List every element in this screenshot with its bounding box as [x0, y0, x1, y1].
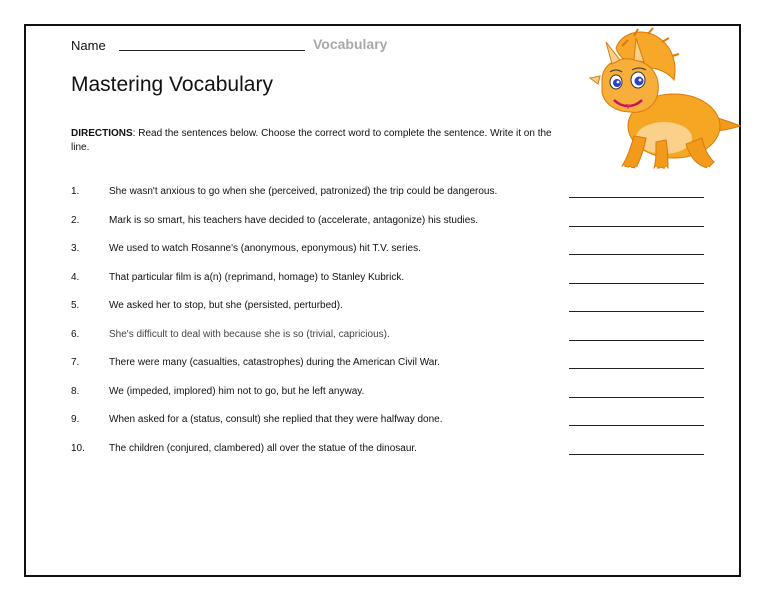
question-text: She's difficult to deal with because she is so (trivial, capricious). [109, 328, 390, 340]
name-blank-line [119, 50, 305, 51]
subject-label: Vocabulary [313, 36, 388, 52]
question-item [71, 241, 711, 270]
question-number: 1. [71, 186, 80, 197]
answer-line [569, 254, 704, 255]
question-number: 4. [71, 271, 80, 283]
answer-line [569, 425, 704, 426]
answer-line [569, 226, 704, 227]
question-number: 3. [71, 243, 80, 254]
question-item [71, 441, 711, 470]
question-text: She wasn't anxious to go when she (perceived, patronized) the trip could be dangerous. [109, 186, 498, 197]
directions-label: DIRECTIONS [71, 128, 133, 139]
answer-line [569, 283, 704, 284]
question-item [71, 327, 711, 356]
question-number: 7. [71, 357, 80, 368]
question-number: 8. [71, 385, 80, 397]
page-title: Mastering Vocabulary [71, 73, 273, 96]
question-text: When asked for a (status, consult) she replied that they were halfway done. [109, 414, 443, 425]
directions-text: : Read the sentences below. Choose the correct word to complete the sentence. Write it on the line. [71, 128, 552, 153]
question-text: That particular film is a(n) (reprimand, homage) to Stanley Kubrick. [109, 271, 405, 283]
answer-line [569, 197, 704, 198]
question-text: We asked her to stop, but she (persisted, perturbed). [109, 300, 343, 311]
answer-line [569, 340, 704, 341]
question-item [71, 270, 711, 299]
triceratops-cartoon-icon [586, 26, 742, 176]
question-number: 2. [71, 214, 80, 226]
question-item [71, 213, 711, 242]
directions [71, 127, 571, 155]
question-number: 6. [71, 328, 80, 340]
name-label: Name [71, 38, 106, 53]
question-text: Mark is so smart, his teachers have decided to (accelerate, antagonize) his studies. [109, 214, 479, 226]
question-text: We (impeded, implored) him not to go, but he left anyway. [109, 385, 365, 397]
question-item [71, 184, 711, 213]
question-item [71, 412, 711, 441]
question-item [71, 355, 711, 384]
question-text: The children (conjured, clambered) all over the statue of the dinosaur. [109, 442, 417, 454]
question-number: 5. [71, 300, 80, 311]
question-list [71, 184, 711, 469]
answer-line [569, 311, 704, 312]
question-text: We used to watch Rosanne's (anonymous, eponymous) hit T.V. series. [109, 243, 421, 254]
question-item [71, 384, 711, 413]
answer-line [569, 368, 704, 369]
answer-line [569, 454, 704, 455]
answer-line [569, 397, 704, 398]
question-number: 10. [71, 442, 85, 454]
question-number: 9. [71, 414, 80, 425]
question-text: There were many (casualties, catastrophes) during the American Civil War. [109, 357, 440, 368]
question-item [71, 298, 711, 327]
worksheet-page [24, 24, 741, 577]
